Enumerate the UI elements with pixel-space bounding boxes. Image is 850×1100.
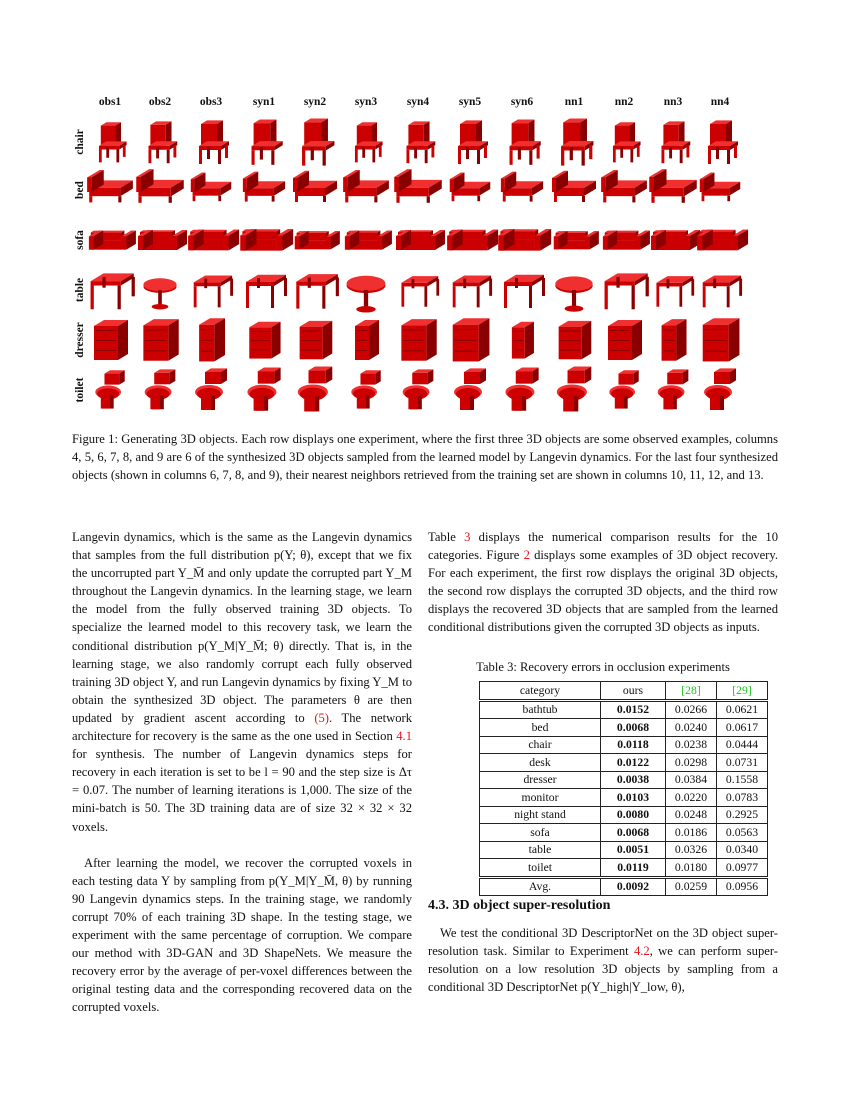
table-row xyxy=(480,859,768,878)
bed-object xyxy=(343,170,389,202)
bed-object xyxy=(552,171,596,202)
average-row xyxy=(480,877,768,896)
column-label: syn1 xyxy=(252,96,276,108)
row-label: table xyxy=(74,277,86,303)
column-header-ref-29[interactable]: [29] xyxy=(717,682,768,701)
chair-object xyxy=(458,120,488,164)
table-cell: 0.0259 xyxy=(666,877,717,896)
chair-object xyxy=(406,121,435,163)
table-row xyxy=(480,719,768,737)
table-object xyxy=(504,275,545,308)
column-label: syn3 xyxy=(354,96,378,108)
table-cell: bathtub xyxy=(480,700,601,719)
dresser-object xyxy=(199,318,225,361)
text-run: After learning the model, we recover the corrupted voxels in each testing data Y by sampling from p(Y_M|Y_M̄, θ) by running 90 Langevin dynamics steps. In the training stage, we randomly corrupt 70% of each training 3D shape. In the testing stage, we experiment with the same percentage of corruption. We compare our method with 3D-GAN and 3D ShapeNets. We measure the recovery error by the average of per-voxel differences between the original testing data and the corresponding recovered data on the corrupted voxels. xyxy=(72,855,412,1015)
table-cell: table xyxy=(480,841,601,859)
table-object xyxy=(347,276,386,313)
table-cell: 0.0092 xyxy=(601,877,666,896)
table-cell: 0.0038 xyxy=(601,771,666,789)
table-object xyxy=(246,275,287,308)
table-cell: night stand xyxy=(480,806,601,824)
table-cell: sofa xyxy=(480,824,601,842)
table-cell: 0.0240 xyxy=(666,719,717,737)
dresser-object xyxy=(559,321,592,359)
dresser-object xyxy=(401,319,436,361)
bed-object xyxy=(700,172,740,201)
table-cell: chair xyxy=(480,736,601,754)
table-object xyxy=(555,276,592,311)
table-row xyxy=(480,789,768,807)
text-run: Langevin dynamics, which is the same as the Langevin dynamics that samples from the full distribution p(Y; θ), except that we fix the uncorrupted part Y_M̄ and only update the corrupted part Y_M throughout the Langevin dynamics. In the learning stage, we learn the model from the fully observed training 3D objects. To specialize the learned model to this recovery task, we learn the conditional distribution p(Y_M|Y_M̄; θ) directly. That is, in the learning stage, we also randomly corrupt each fully observed training 3D object Y, and run Langevin dynamics by fixing Y_M to obtain the synthesized 3D object. The parameters θ are then updated by gradient ascent according to xyxy=(72,530,412,725)
sofa-object xyxy=(138,230,187,250)
sofa-object xyxy=(554,231,599,249)
paragraph xyxy=(72,854,412,1017)
table-cell: 0.0180 xyxy=(666,859,717,878)
toilet-object xyxy=(351,370,380,408)
table-object xyxy=(605,273,649,309)
section-text xyxy=(428,924,778,996)
table-cell: 0.0563 xyxy=(717,824,768,842)
chair-object xyxy=(148,121,177,163)
table-cell: 0.0118 xyxy=(601,736,666,754)
table-cell: 0.0731 xyxy=(717,754,768,772)
dresser-object xyxy=(703,318,740,361)
reference-link[interactable]: 2 xyxy=(523,548,530,563)
chair-object xyxy=(510,119,541,164)
table-cell: 0.0266 xyxy=(666,700,717,719)
column-label: obs3 xyxy=(199,96,223,108)
table-cell: 0.0068 xyxy=(601,824,666,842)
table-cell: 0.0444 xyxy=(717,736,768,754)
table-row xyxy=(480,700,768,719)
dresser-object xyxy=(143,319,178,361)
table-cell: 0.0384 xyxy=(666,771,717,789)
table-cell: 0.0186 xyxy=(666,824,717,842)
chair-object xyxy=(302,119,334,166)
dresser-object xyxy=(512,322,534,359)
column-header-ref-28[interactable]: [28] xyxy=(666,682,717,701)
table-object xyxy=(453,275,492,307)
sofa-object xyxy=(345,230,392,249)
bed-object xyxy=(394,169,442,203)
column-label: obs1 xyxy=(98,96,122,108)
table-object xyxy=(401,276,439,307)
toilet-object xyxy=(95,370,124,408)
sofa-object xyxy=(89,230,136,249)
row-label: sofa xyxy=(74,230,86,250)
dresser-object xyxy=(300,321,333,359)
chair-object xyxy=(199,120,229,164)
table-cell: toilet xyxy=(480,859,601,878)
dresser-object xyxy=(453,318,490,361)
dresser-object xyxy=(94,320,128,360)
column-label: syn2 xyxy=(303,96,327,108)
table-cell: 0.0977 xyxy=(717,859,768,878)
table-cell: dresser xyxy=(480,771,601,789)
sofa-object xyxy=(603,230,650,249)
reference-link[interactable]: (5) xyxy=(314,710,329,725)
bed-object xyxy=(501,172,543,202)
toilet-object xyxy=(557,367,592,412)
dresser-object xyxy=(662,319,687,361)
table-object xyxy=(703,275,742,307)
paragraph xyxy=(72,528,412,836)
column-label: nn1 xyxy=(564,96,584,108)
table-cell: 0.0103 xyxy=(601,789,666,807)
dresser-object xyxy=(355,320,379,360)
dresser-object xyxy=(249,322,280,359)
table-cell: 0.0122 xyxy=(601,754,666,772)
reference-link[interactable]: 4.1 xyxy=(396,729,412,744)
table-cell: 0.0068 xyxy=(601,719,666,737)
figure-1-voxel-grid xyxy=(0,0,850,425)
text-run: Table xyxy=(428,530,465,544)
text-run: displays the numerical comparison results for the 10 categories. Figure xyxy=(428,530,778,563)
table-cell: 0.2925 xyxy=(717,806,768,824)
bed-object xyxy=(601,170,647,202)
column-label: obs2 xyxy=(148,96,172,108)
bed-object xyxy=(293,171,337,202)
table-cell: monitor xyxy=(480,789,601,807)
sofa-object xyxy=(498,229,551,251)
table-cell: 0.0238 xyxy=(666,736,717,754)
table-cell: 0.0340 xyxy=(717,841,768,859)
row-label: bed xyxy=(74,181,86,199)
toilet-object xyxy=(454,368,486,410)
toilet-object xyxy=(704,368,736,410)
toilet-object xyxy=(145,369,176,409)
table-object xyxy=(143,278,176,309)
table-row xyxy=(480,754,768,772)
table-cell: 0.0119 xyxy=(601,859,666,878)
toilet-object xyxy=(609,370,638,408)
toilet-object xyxy=(298,367,333,412)
bed-object xyxy=(649,169,697,203)
chair-object xyxy=(252,119,283,164)
table-cell: 0.0220 xyxy=(666,789,717,807)
chair-object xyxy=(355,122,383,162)
column-label: syn4 xyxy=(406,96,430,108)
table-row xyxy=(480,824,768,842)
toilet-object xyxy=(505,367,538,410)
sofa-object xyxy=(188,230,239,251)
reference-link[interactable]: 3 xyxy=(464,530,471,544)
table-cell: 0.0326 xyxy=(666,841,717,859)
table-cell: 0.0956 xyxy=(717,877,768,896)
table-cell: 0.0617 xyxy=(717,719,768,737)
row-label: chair xyxy=(74,129,86,155)
sofa-object xyxy=(240,229,293,251)
figure-caption: Figure 1: Generating 3D objects. Each row displays one experiment, where the first three 3D objects are some observed examples, columns 4, 5, 6, 7, 8, and 9 are 6 of the synthesized 3D objects sampled from the learned model by Langevin dynamics. For the last four synthesized objects (shown in columns 6, 7, 8, and 9), their nearest neighbors retrieved from the training set are shown in columns 10, 11, 12, and 13. xyxy=(72,432,778,483)
bed-object xyxy=(450,172,490,201)
table-caption: Table 3: Recovery errors in occlusion experiments xyxy=(476,660,730,674)
toilet-object xyxy=(195,368,227,410)
table-row xyxy=(480,806,768,824)
bed-object xyxy=(191,172,231,201)
dresser-object xyxy=(608,320,642,360)
toilet-object xyxy=(658,369,689,409)
bed-object xyxy=(136,169,184,203)
recovery-errors-table xyxy=(479,681,768,896)
chair-object xyxy=(561,119,593,166)
table-cell: 0.1558 xyxy=(717,771,768,789)
table-row xyxy=(480,736,768,754)
table-cell: 0.0152 xyxy=(601,700,666,719)
paragraph xyxy=(428,528,778,637)
chair-object xyxy=(99,122,127,162)
table-object xyxy=(296,274,339,309)
table-cell: 0.0783 xyxy=(717,789,768,807)
text-run: for synthesis. The number of Langevin dynamics steps for recovery in each iteration is set to be l = 90 and the step size is Δτ = 0.07. The number of learning iterations is 1,000. The size of the mini-batch is 50. The 3D training data are of size 32 × 32 × 32 voxels. xyxy=(72,747,412,834)
sofa-object xyxy=(697,230,748,251)
table-header-row xyxy=(480,682,768,701)
table-cell: 0.0051 xyxy=(601,841,666,859)
table-row xyxy=(480,771,768,789)
column-label: syn5 xyxy=(458,96,482,108)
column-label: syn6 xyxy=(510,96,534,108)
table-cell: 0.0248 xyxy=(666,806,717,824)
table-object xyxy=(656,276,694,307)
column-label: nn4 xyxy=(710,96,730,108)
text-run: We test the conditional 3D DescriptorNet on the 3D object super-resolution task. Similar to Experiment xyxy=(428,926,778,959)
row-label: dresser xyxy=(74,322,86,358)
table-cell: 0.0080 xyxy=(601,806,666,824)
table-cell: 0.0621 xyxy=(717,700,768,719)
table-cell: 0.0298 xyxy=(666,754,717,772)
table-object xyxy=(194,275,233,307)
table-cell: Avg. xyxy=(480,877,601,896)
table-cell: desk xyxy=(480,754,601,772)
chair-object xyxy=(661,121,690,163)
toilet-object xyxy=(247,367,280,410)
chair-object xyxy=(613,122,641,162)
toilet-object xyxy=(403,369,434,409)
table-object xyxy=(91,273,135,309)
table-cell: bed xyxy=(480,719,601,737)
chair-object xyxy=(708,120,738,164)
row-label: toilet xyxy=(74,377,86,403)
text-run: . The network architecture for recovery is the same as the one used in Section xyxy=(72,710,412,744)
column-label: nn3 xyxy=(663,96,683,108)
sofa-object xyxy=(295,231,340,249)
reference-link[interactable]: 4.2 xyxy=(633,944,650,959)
right-column-text xyxy=(428,528,778,637)
table-row xyxy=(480,841,768,859)
sofa-object xyxy=(651,230,700,250)
column-label: nn2 xyxy=(614,96,634,108)
paragraph xyxy=(428,924,778,996)
bed-object xyxy=(87,170,133,202)
left-column-text xyxy=(72,528,412,1016)
text-run: displays some examples of 3D object recovery. For each experiment, the first row displays the original 3D objects, the second row displays the corrupted 3D objects, and the third row displays the recovered 3D objects that are sampled from the learned conditional distributions given the corrupted 3D objects as inputs. xyxy=(428,548,778,635)
section-heading: 4.3. 3D object super-resolution xyxy=(428,898,611,913)
text-run: , we can perform super-resolution on a low resolution 3D objects by sampling from a conditional 3D DescriptorNet p(Y_high|Y_low, θ), xyxy=(428,944,778,995)
sofa-object xyxy=(447,230,498,251)
sofa-object xyxy=(396,230,445,250)
bed-object xyxy=(243,172,285,202)
column-header-ours: ours xyxy=(601,682,666,701)
column-header-category: category xyxy=(480,682,601,701)
